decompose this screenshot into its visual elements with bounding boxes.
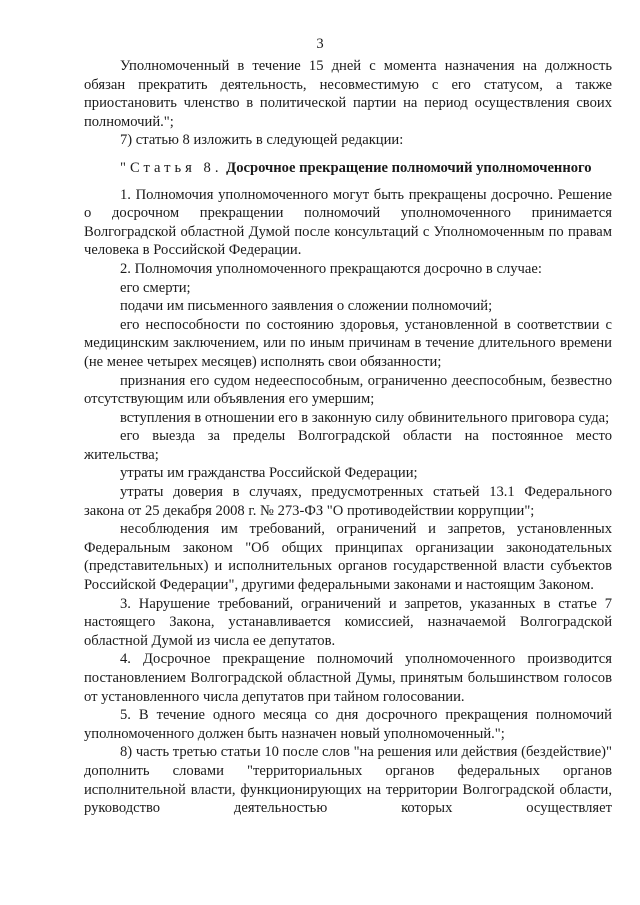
list-item: вступления в отношении его в законную силу обвинительного приговора суда; [120,409,610,426]
list-item: утраты доверия в случаях, предусмотренных статьей 13.1 Федерального закона от 25 декабря 2008 г. № 273-ФЗ "О противодействии коррупции"; [84,484,612,519]
list-item: его смерти; [120,279,191,296]
item-1: 1. Полномочия уполномоченного могут быть прекращены досрочно. Решение о досрочном прекращении полномочий уполномоченного принимается Волгоградской областной Думой после консультаций с Уполномоченным по правам человека в Российской Федерации. [84,186,612,259]
paragraph-status: Уполномоченный в течение 15 дней с момента назначения на должность обязан прекратить деятельность, несовместимую с его статусом, а также приостановить членство в политической партии на период осуществления своих полномочий."; [84,58,612,130]
list-item: его неспособности по состоянию здоровья, установленной в соответствии с медицинским заключением, или по иным причинам в течение длительного времени (не менее четырех месяцев) исполнять свои обязанности; [84,316,612,370]
item-3: 3. Нарушение требований, ограничений и запретов, указанных в статье 7 настоящего Закона, устанавливается комиссией, назначаемой Волгоградской областной Думой из числа ее депутатов. [84,595,612,649]
item-2: 2. Полномочия уполномоченного прекращаются досрочно в случае: [120,260,542,277]
page-number: 3 [316,36,324,52]
article-heading [84,159,612,178]
list-item: его выезда за пределы Волгоградской области на постоянное место жительства; [84,428,612,463]
article-heading-prefix: "Статья 8. [120,159,223,176]
article-heading-title: Досрочное прекращение полномочий уполномоченного [226,159,592,176]
list-item: утраты им гражданства Российской Федерации; [120,465,418,482]
document-body [84,57,612,818]
list-item: признания его судом недееспособным, ограниченно дееспособным, безвестно отсутствующим или объявления его умершим; [84,372,612,408]
item-5: 5. В течение одного месяца со дня досрочного прекращения полномочий уполномоченного должен быть назначен новый уполномоченный."; [84,707,612,742]
paragraph-amendment-8: 8) часть третью статьи 10 после слов "на решения или действия (бездействие)" дополнить словами "территориальных органов федеральных органов исполнительной власти, функционирующих на территории Волгоградской области, руководство деятельностью которых осуществляет [84,744,612,817]
list-item: подачи им письменного заявления о сложении полномочий; [120,298,493,315]
item-4: 4. Досрочное прекращение полномочий уполномоченного производится постановлением Волгоградской областной Думы, принятым большинством голосов от установленного числа депутатов при тайном голосовании. [84,651,612,705]
list-item: несоблюдения им требований, ограничений и запретов, установленных Федеральным законом "Об общих принципах организации законодательных (представительных) и исполнительных органов государственной власти субъектов Российской Федерации", другими федеральными законами и настоящим Законом. [84,521,612,594]
paragraph-amendment-7: 7) статью 8 изложить в следующей редакции: [120,132,404,149]
